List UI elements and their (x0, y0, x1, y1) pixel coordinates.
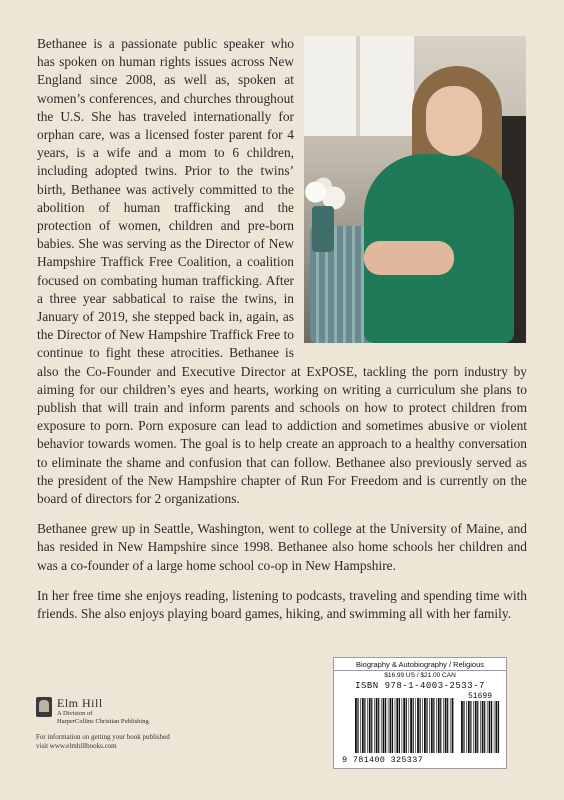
barcode-bar (496, 701, 498, 753)
barcode-bar (470, 701, 471, 753)
publisher-info-line1: For information on getting your book published (36, 732, 170, 741)
barcode-bar (388, 698, 389, 753)
bio-paragraph-2: Bethanee grew up in Seattle, Washington, went to college at the University of Maine, and has resided in New Hampshire since 1998. Bethanee also home schools her children and was a co-founder of a large home school co-op in New Hampshire. (37, 521, 527, 573)
publisher-division-line1: A Division of (57, 710, 93, 717)
publisher-imprint (36, 697, 296, 751)
barcode-bar (429, 698, 430, 753)
barcode-digits: 9 781400 325337 (342, 755, 424, 765)
barcode-bar (417, 698, 419, 753)
barcode-bar (403, 698, 405, 753)
publisher-info-line2: visit www.elmhillbooks.com (36, 741, 117, 750)
barcode-bar (477, 701, 478, 753)
barcode-bar (390, 698, 392, 753)
barcode-bar (378, 698, 379, 753)
publisher-logo-row (36, 697, 296, 727)
publisher-info (36, 733, 296, 751)
barcode-bar (367, 698, 368, 753)
barcode-bar (369, 698, 371, 753)
author-bio (37, 35, 527, 635)
barcode-addon-number: 51699 (467, 692, 492, 701)
barcode-bar (487, 701, 488, 753)
barcode-bar (396, 698, 398, 753)
barcode-bar (357, 698, 358, 753)
barcode-bar (410, 698, 412, 753)
barcode-bar (422, 698, 423, 753)
barcode-bar (383, 698, 385, 753)
barcode-bar (362, 698, 364, 753)
barcode-category: Biography & Autobiography / Religious (356, 660, 484, 669)
barcode-bar (355, 698, 357, 753)
barcode-bar (399, 698, 400, 753)
barcode-bar (385, 698, 386, 753)
barcode-isbn: ISBN 978-1-4003-2533-7 (355, 681, 485, 691)
barcode-bar (473, 701, 474, 753)
barcode-bar (438, 698, 440, 753)
barcode-bar (475, 701, 477, 753)
barcode-bar (466, 701, 467, 753)
barcode-bar (468, 701, 470, 753)
barcode-bar (445, 698, 447, 753)
barcode-bar (413, 698, 414, 753)
barcode-bar (426, 698, 427, 753)
barcode-bar (482, 701, 484, 753)
barcode-bar (447, 698, 448, 753)
barcode-bar (443, 698, 444, 753)
barcode-bar (381, 698, 382, 753)
barcode-bar (440, 698, 441, 753)
barcode-bar (360, 698, 361, 753)
barcode-bar (374, 698, 375, 753)
barcode-bar (433, 698, 434, 753)
barcode-bar (392, 698, 393, 753)
barcode-bar (498, 701, 499, 753)
barcode-bar (452, 698, 454, 753)
barcode-bar (364, 698, 365, 753)
barcode-divider (334, 670, 506, 671)
publisher-brand: Elm Hill (57, 696, 103, 710)
barcode-bar (494, 701, 495, 753)
barcode-bar (489, 701, 491, 753)
barcode-bar (409, 698, 410, 753)
barcode-bar (436, 698, 437, 753)
barcode-bar (406, 698, 407, 753)
barcode-bar (395, 698, 396, 753)
publisher-division-line2: HarperCollins Christian Publishing (57, 718, 149, 726)
barcode-bar (461, 701, 463, 753)
barcode-bar (463, 701, 464, 753)
barcode-bar (376, 698, 378, 753)
barcode-bar (420, 698, 421, 753)
elm-hill-logo-icon (36, 697, 52, 717)
barcode-price: $16.99 US / $21.00 CAN (384, 672, 456, 679)
photo-wrap-spacer (300, 33, 530, 345)
barcode-bar (480, 701, 481, 753)
barcode-main-bars (354, 698, 454, 753)
barcode-box (333, 657, 507, 769)
barcode-bar (484, 701, 485, 753)
barcode-bar (424, 698, 426, 753)
barcode-addon-bars (460, 701, 500, 753)
barcode-bar (402, 698, 403, 753)
barcode-bar (431, 698, 433, 753)
bio-paragraph-3: In her free time she enjoys reading, listening to podcasts, traveling and spending time with friends. She also enjoys playing board games, hiking, and swimming all with her family. (37, 587, 527, 622)
barcode-bar (371, 698, 372, 753)
barcode-bar (491, 701, 492, 753)
barcode-bar (415, 698, 416, 753)
bio-paragraph-1: Bethanee is a passionate public speaker who has spoken on human rights issues across New England since 2008, as well as, spoken at women’s conferences, and churches throughout the U.S. She has traveled internationally for orphan care, was a licensed foster parent for 4 years, is a wife and a mom to 6 children, including adopted twins. Prior to the twins’ birth, Bethanee was actively committed to the abolition of human trafficking and the protection of women, children and pre-born babies. She was serving as the Director of New Hampshire Traffick Free Coalition, a coalition focused on combating human trafficking. After a three year sabbatical to raise the twins, in January of 2019, she stepped back in, again, as the Director of New Hampshire Traffick Free to continue to fight these atrocities. Bethanee is also the Co-Founder and Executive Director at ExPOSE, tackling the porn industry by aiming for our children’s eyes and hearts, working on writing a curriculum she plans to publish that will train and inform parents and schools on how to protect children from exposure to porn. Porn exposure can lead to addiction and sometimes abusive or violent behavior towards women. The goal is to help create an approach to a healthy conversation to eliminate the shame and confusion that can follow. Bethanee also previously served as the president of the New Hampshire chapter of Run For Freedom and is currently on the board of directors for 2 organizations. (37, 36, 527, 507)
barcode-bar (450, 698, 451, 753)
